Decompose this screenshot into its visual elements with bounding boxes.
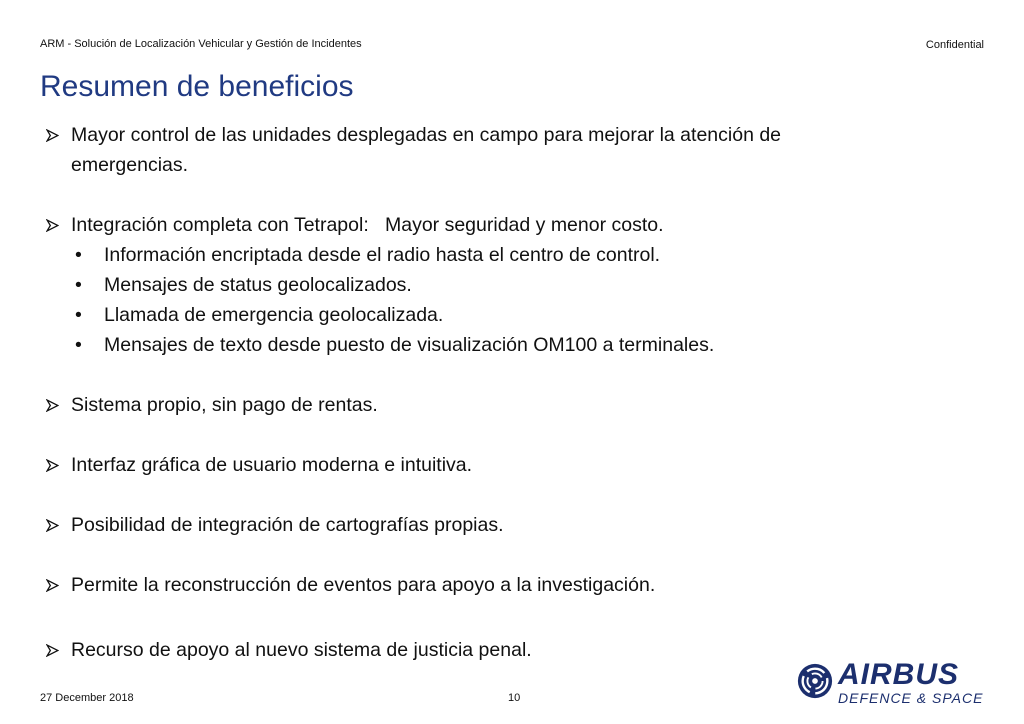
logo-subtext: DEFENCE & SPACE <box>838 690 984 706</box>
sub-bullet-text: Mensajes de status geolocalizados. <box>104 274 412 296</box>
airbus-swirl-icon <box>796 662 834 700</box>
sub-bullet-text: Llamada de emergencia geolocalizada. <box>104 304 444 326</box>
bullet-text: Posibilidad de integración de cartografías propias. <box>71 514 504 536</box>
footer-date: 27 December 2018 <box>40 692 134 704</box>
bullet-item <box>46 510 946 540</box>
bullet-item <box>46 450 946 480</box>
bullet-list <box>46 120 946 665</box>
bullet-item <box>46 120 946 180</box>
bullet-text: emergencias. <box>71 154 189 176</box>
bullet-text: Interfaz gráfica de usuario moderna e intuitiva. <box>71 454 473 476</box>
sub-bullet-text: Mensajes de texto desde puesto de visualización OM100 a terminales. <box>104 334 715 356</box>
logo-text: AIRBUS <box>838 658 960 691</box>
bullet-text: Sistema propio, sin pago de rentas. <box>71 394 378 416</box>
arrow-bullet-icon <box>46 390 71 420</box>
airbus-logo <box>796 658 992 710</box>
arrow-bullet-icon <box>46 635 71 665</box>
sub-bullet-item <box>46 330 946 360</box>
bullet-item <box>46 570 946 600</box>
arrow-bullet-icon <box>46 510 71 540</box>
dot-bullet-icon: • <box>75 274 82 296</box>
dot-bullet-icon: • <box>75 244 82 266</box>
arrow-bullet-icon <box>46 210 71 240</box>
bullet-item <box>46 210 946 240</box>
page-number: 10 <box>508 692 521 704</box>
bullet-text: Mayor control de las unidades desplegadas en campo para mejorar la atención de <box>71 124 782 146</box>
arrow-bullet-icon <box>46 570 71 600</box>
bullet-text: Recurso de apoyo al nuevo sistema de justicia penal. <box>71 639 532 661</box>
bullet-text: Permite la reconstrucción de eventos para apoyo a la investigación. <box>71 574 656 596</box>
slide-title: Resumen de beneficios <box>40 70 354 103</box>
sub-bullet-item <box>46 270 946 300</box>
sub-bullet-item <box>46 300 946 330</box>
bullet-item <box>46 390 946 420</box>
document-title: ARM - Solución de Localización Vehicular y Gestión de Incidentes <box>40 38 362 50</box>
dot-bullet-icon: • <box>75 304 82 326</box>
classification-label: Confidential <box>925 39 984 51</box>
sub-bullet-text: Información encriptada desde el radio hasta el centro de control. <box>104 244 661 266</box>
bullet-text: Integración completa con Tetrapol: Mayor seguridad y menor costo. <box>71 214 664 236</box>
arrow-bullet-icon <box>46 450 71 480</box>
arrow-bullet-icon <box>46 120 71 150</box>
dot-bullet-icon: • <box>75 334 82 356</box>
sub-bullet-item <box>46 240 946 270</box>
